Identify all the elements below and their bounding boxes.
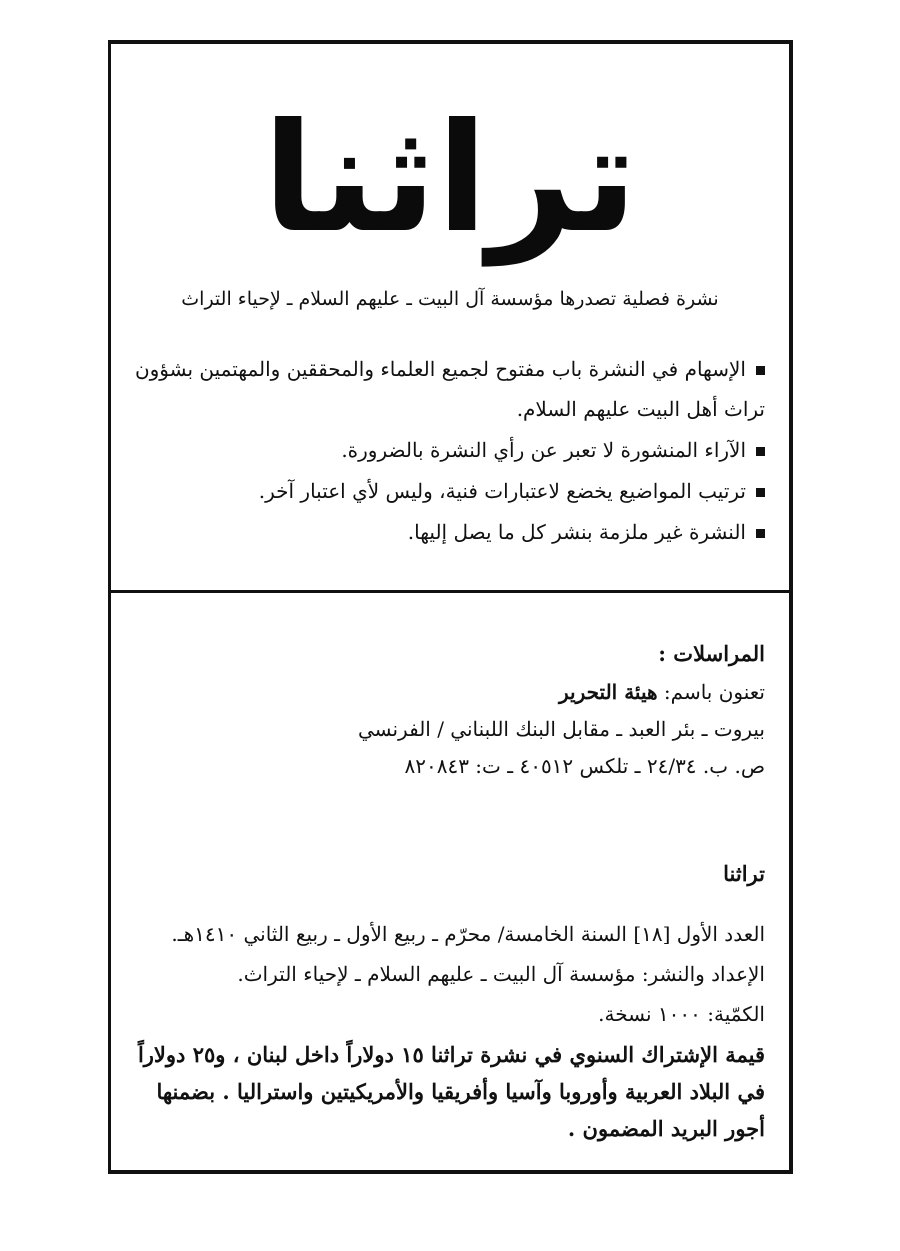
addressee-label: تعنون باسم: bbox=[663, 680, 765, 704]
publisher-line: الإعداد والنشر: مؤسسة آل البيت ـ عليهم السلام ـ لإحياء التراث. bbox=[237, 962, 765, 986]
publication-info bbox=[135, 854, 765, 1147]
publication-name: تراثنا bbox=[723, 861, 765, 886]
editorial-notes-list bbox=[129, 349, 765, 553]
correspondence-section bbox=[141, 634, 765, 785]
po-box-phone: ص. ب. ٢٤/٣٤ ـ تلكس ٤٠٥١٢ ـ ت: ٨٢٠٨٤٣ bbox=[404, 754, 765, 778]
editorial-note-text: ترتيب المواضيع يخضع لاعتبارات فنية، وليس لأي اعتبار آخر. bbox=[258, 479, 746, 503]
square-bullet-icon bbox=[756, 447, 765, 456]
editorial-note bbox=[129, 430, 765, 470]
addressee-name: هيئة التحرير bbox=[559, 680, 658, 704]
editorial-note bbox=[129, 471, 765, 511]
square-bullet-icon bbox=[756, 366, 765, 375]
square-bullet-icon bbox=[756, 529, 765, 538]
section-divider bbox=[111, 590, 789, 593]
editorial-note-text: النشرة غير ملزمة بنشر كل ما يصل إليها. bbox=[407, 520, 746, 544]
issue-line: العدد الأول [١٨] السنة الخامسة/ محرّم ـ ربيع الأول ـ ربيع الثاني ١٤١٠هـ. bbox=[171, 922, 765, 946]
page-frame bbox=[108, 40, 793, 1174]
square-bullet-icon bbox=[756, 488, 765, 497]
addressee-line bbox=[141, 674, 765, 711]
editorial-note-text: الإسهام في النشرة باب مفتوح لجميع العلماء والمحققين والمهتمين بشؤون تراث أهل البيت عليهم السلام. bbox=[134, 357, 765, 421]
subscription-note: قيمة الإشتراك السنوي في نشرة تراثنا ١٥ دولاراً داخل لبنان ، و٢٥ دولاراً في البلاد العربية وأوروبا وآسيا وأفريقيا والأمريكيتين واستراليا . بضمنها أجور البريد المضمون . bbox=[137, 1042, 765, 1141]
correspondence-heading: المراسلات : bbox=[658, 641, 765, 666]
editorial-note bbox=[129, 512, 765, 552]
journal-subtitle: نشرة فصلية تصدرها مؤسسة آل البيت ـ عليهم السلام ـ لإحياء التراث bbox=[181, 288, 719, 310]
editorial-note bbox=[129, 349, 765, 429]
quantity-line: الكمّية: ١٠٠٠ نسخة. bbox=[598, 1002, 765, 1026]
journal-masthead-title: تراثنا bbox=[262, 92, 638, 266]
postal-address: بيروت ـ بئر العبد ـ مقابل البنك اللبناني / الفرنسي bbox=[357, 717, 765, 741]
editorial-note-text: الآراء المنشورة لا تعبر عن رأي النشرة بالضرورة. bbox=[341, 438, 746, 462]
